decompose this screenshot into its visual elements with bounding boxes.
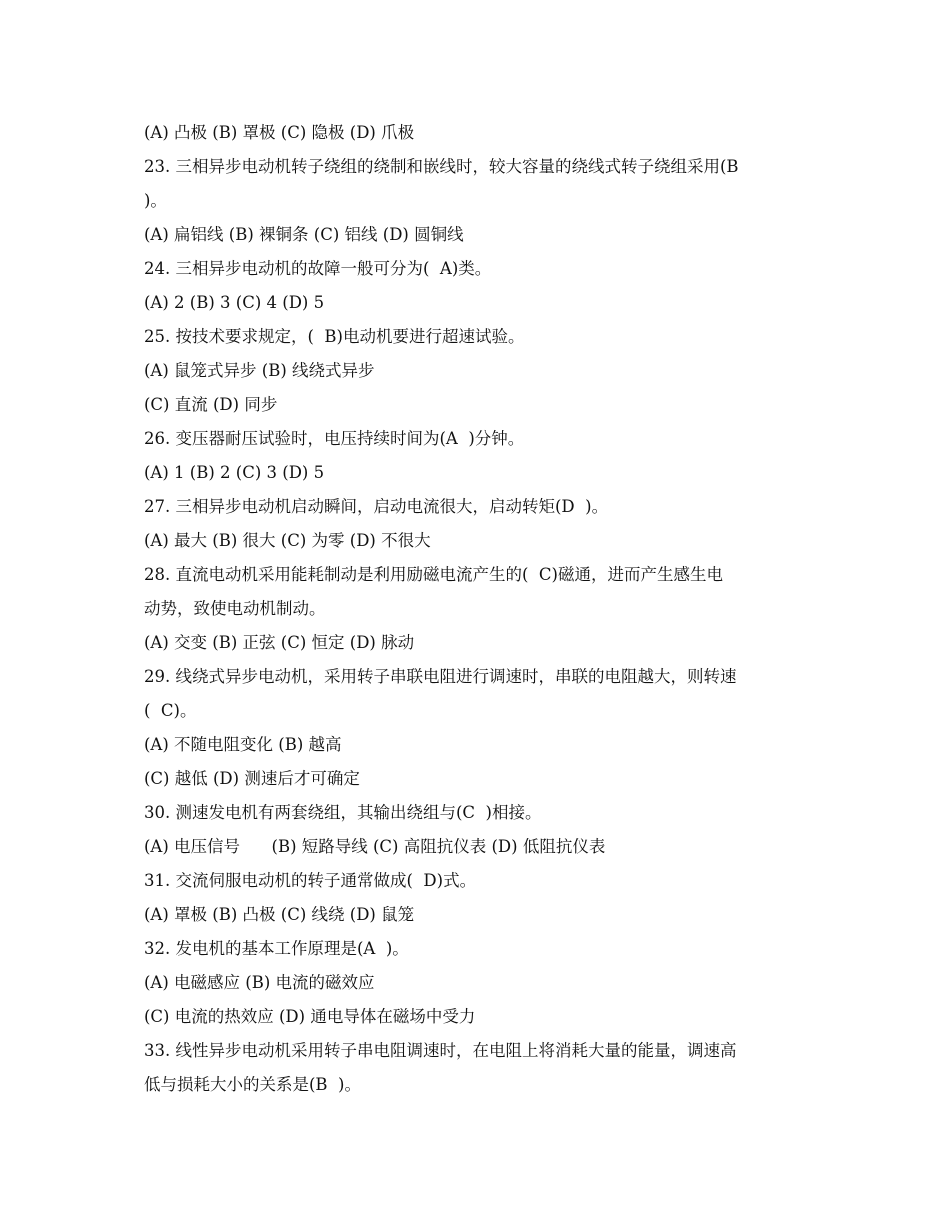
text-line: 动势，致使电动机制动。 [144, 599, 326, 618]
text-line: ( C)。 [144, 701, 197, 720]
document-body [144, 116, 824, 1102]
text-line: (A) 鼠笼式异步 (B) 线绕式异步 [144, 361, 375, 380]
text-line: 31. 交流伺服电动机的转子通常做成( D)式。 [144, 871, 477, 890]
text-line: )。 [144, 191, 167, 210]
text-line: 32. 发电机的基本工作原理是(A )。 [144, 939, 409, 958]
text-line: (A) 最大 (B) 很大 (C) 为零 (D) 不很大 [144, 531, 431, 550]
text-line: 28. 直流电动机采用能耗制动是利用励磁电流产生的( C)磁通，进而产生感生电 [144, 565, 723, 584]
text-line: (A) 2 (B) 3 (C) 4 (D) 5 [144, 293, 325, 312]
text-line: (A) 交变 (B) 正弦 (C) 恒定 (D) 脉动 [144, 633, 415, 652]
text-line: 24. 三相异步电动机的故障一般可分为( A)类。 [144, 259, 492, 278]
text-line: 25. 按技术要求规定，( B)电动机要进行超速试验。 [144, 327, 525, 346]
text-line: (A) 1 (B) 2 (C) 3 (D) 5 [144, 463, 325, 482]
text-line: (A) 罩极 (B) 凸极 (C) 线绕 (D) 鼠笼 [144, 905, 415, 924]
text-line: 29. 线绕式异步电动机，采用转子串联电阻进行调速时，串联的电阻越大，则转速 [144, 667, 737, 686]
text-line: 26. 变压器耐压试验时，电压持续时间为(A )分钟。 [144, 429, 525, 448]
text-line: (C) 越低 (D) 测速后才可确定 [144, 769, 360, 788]
text-line: 30. 测速发电机有两套绕组，其输出绕组与(C )相接。 [144, 803, 542, 822]
text-line: 23. 三相异步电动机转子绕组的绕制和嵌线时，较大容量的绕线式转子绕组采用(B [144, 157, 739, 176]
text-line: 27. 三相异步电动机启动瞬间，启动电流很大，启动转矩(D )。 [144, 497, 609, 516]
text-line: (A) 扁铝线 (B) 裸铜条 (C) 铝线 (D) 圆铜线 [144, 225, 464, 244]
text-line: (C) 直流 (D) 同步 [144, 395, 278, 414]
text-line: (A) 不随电阻变化 (B) 越高 [144, 735, 342, 754]
text-line: 低与损耗大小的关系是(B )。 [144, 1075, 361, 1094]
text-line: 33. 线性异步电动机采用转子串电阻调速时，在电阻上将消耗大量的能量，调速高 [144, 1041, 737, 1060]
text-line: (A) 凸极 (B) 罩极 (C) 隐极 (D) 爪极 [144, 123, 415, 142]
text-line: (C) 电流的热效应 (D) 通电导体在磁场中受力 [144, 1007, 476, 1026]
text-line: (A) 电压信号 (B) 短路导线 (C) 高阻抗仪表 (D) 低阻抗仪表 [144, 837, 606, 856]
text-line: (A) 电磁感应 (B) 电流的磁效应 [144, 973, 375, 992]
